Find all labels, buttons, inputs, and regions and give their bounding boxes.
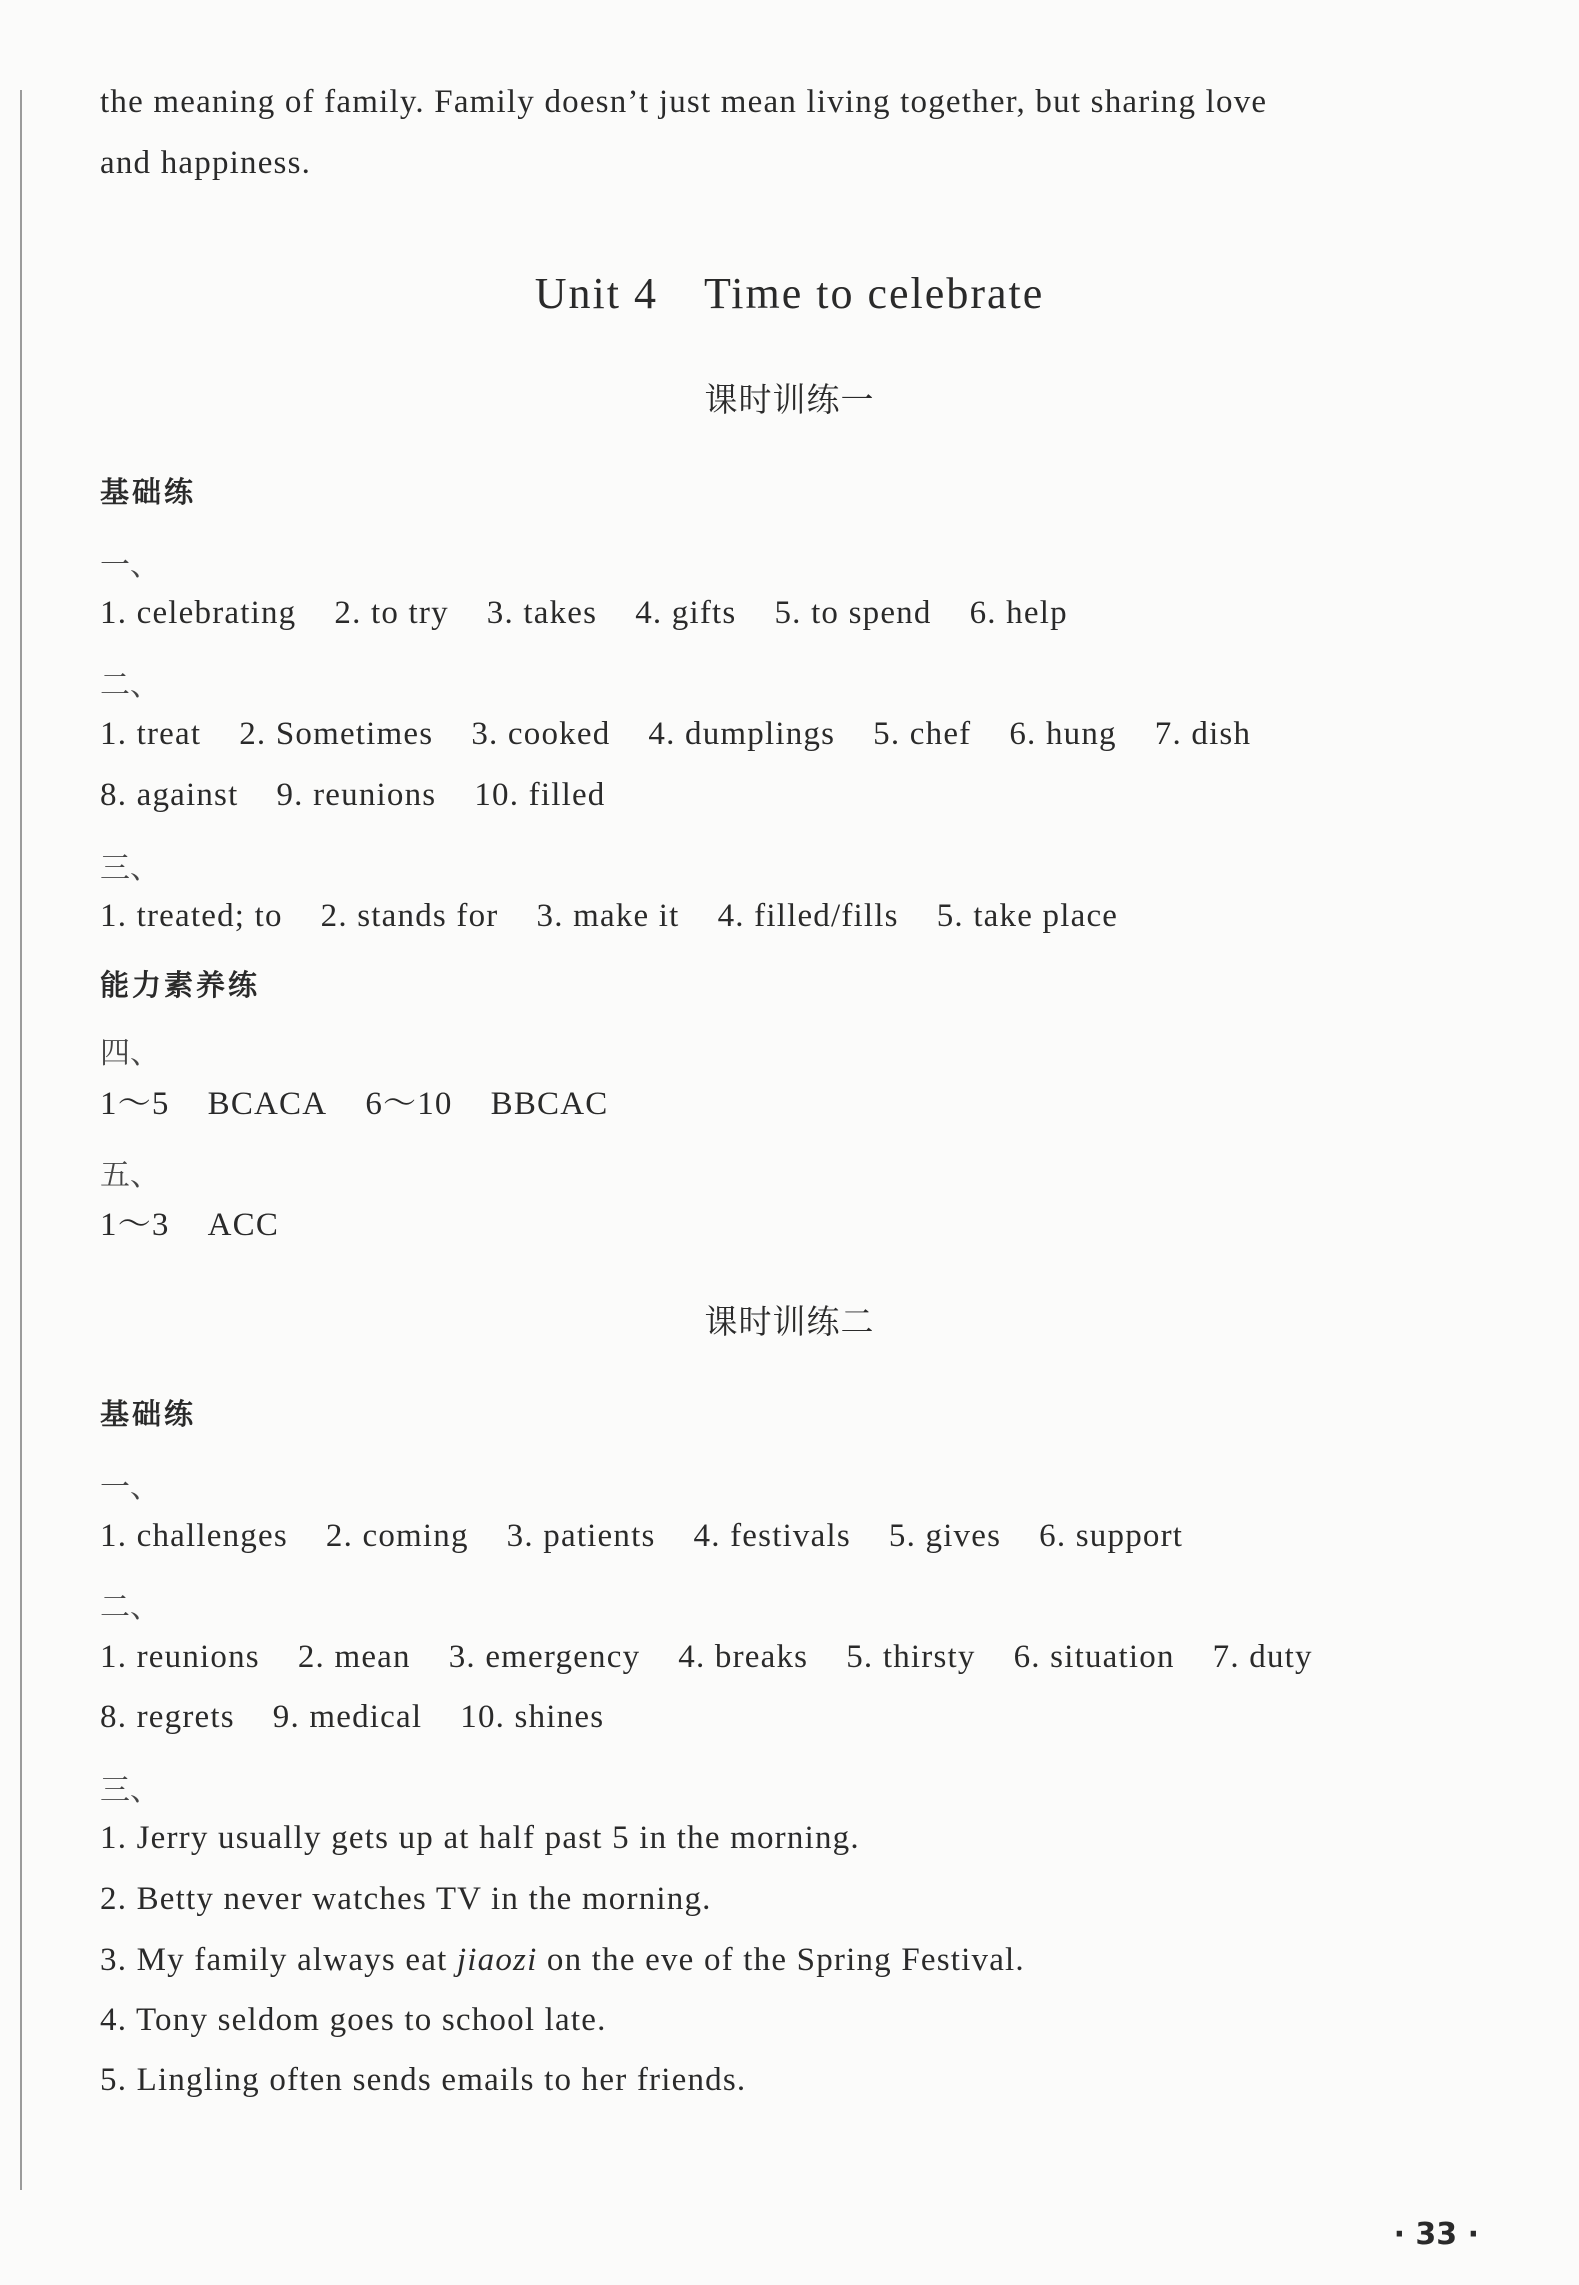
- page-number: · 33 ·: [1393, 2217, 1479, 2252]
- answer: 10. filled: [474, 777, 606, 813]
- answer: 3. patients: [506, 1518, 656, 1554]
- answer: ACC: [207, 1207, 280, 1243]
- answer: 1. celebrating: [100, 595, 297, 631]
- answer: 10. shines: [460, 1699, 605, 1735]
- answer: 4. dumplings: [648, 716, 836, 752]
- lesson1-ability-heading: 能力素养练: [100, 968, 261, 1002]
- lesson2-basic-heading: 基础练: [100, 1397, 197, 1431]
- lesson1-part2-row1: [100, 714, 1289, 754]
- answer: 4. filled/fills: [717, 898, 899, 934]
- sentence-4: 4. Tony seldom goes to school late.: [100, 2002, 607, 2038]
- answer-range: 1～5: [100, 1086, 170, 1122]
- answer: 4. festivals: [693, 1518, 851, 1554]
- lesson1-part3-answers: [100, 896, 1156, 936]
- answer: 4. breaks: [678, 1639, 809, 1675]
- lesson1-part5-label: 五、: [100, 1159, 160, 1192]
- lesson1-part3-label: 三、: [100, 852, 160, 885]
- answer: 5. gives: [888, 1518, 1002, 1554]
- answer: 2. mean: [297, 1639, 411, 1675]
- sentence-1: 1. Jerry usually gets up at half past 5 in the morning.: [100, 1820, 860, 1856]
- answer: 9. reunions: [276, 777, 437, 813]
- lesson1-part4-answers: [100, 1084, 647, 1124]
- answer: 7. dish: [1154, 716, 1252, 752]
- answer: 5. take place: [936, 898, 1119, 934]
- answer: 6. situation: [1013, 1639, 1175, 1675]
- answer: 3. make it: [536, 898, 680, 934]
- sentence-5: 5. Lingling often sends emails to her friends.: [100, 2062, 747, 2098]
- lesson1-part1-label: 一、: [100, 549, 160, 582]
- answer: BBCAC: [490, 1086, 609, 1122]
- answer: 2. coming: [325, 1518, 469, 1554]
- lesson2-part1-answers: [100, 1516, 1221, 1556]
- lesson1-part1-answers: [100, 593, 1106, 633]
- sentence-3: [100, 1940, 1025, 1980]
- answer: 3. emergency: [448, 1639, 641, 1675]
- answer: 6. hung: [1009, 716, 1117, 752]
- answer: 1. challenges: [100, 1518, 288, 1554]
- answer: 3. cooked: [471, 716, 611, 752]
- answer: 3. takes: [486, 595, 598, 631]
- lesson2-part1-label: 一、: [100, 1471, 160, 1504]
- answer: 8. regrets: [100, 1699, 235, 1735]
- sentence-3-italic: jiaozi: [456, 1942, 538, 1978]
- answer: BCACA: [207, 1086, 328, 1122]
- sentence-3-end: on the eve of the Spring Festival.: [537, 1942, 1025, 1978]
- lesson1-part5-answers: [100, 1205, 317, 1245]
- unit-name: Time to celebrate: [703, 269, 1045, 318]
- lesson1-part2-label: 二、: [100, 669, 160, 702]
- answer: 1. treated; to: [100, 898, 283, 934]
- lesson2-part3-label: 三、: [100, 1774, 160, 1807]
- answer: 6. help: [969, 595, 1068, 631]
- answer: 2. stands for: [320, 898, 499, 934]
- intro-line-2: and happiness.: [100, 145, 312, 181]
- answer: 2. to try: [334, 595, 449, 631]
- sentence-3-start: 3. My family always eat: [100, 1942, 457, 1978]
- lesson2-part2-label: 二、: [100, 1591, 160, 1624]
- answer: 9. medical: [272, 1699, 423, 1735]
- sentence-2: 2. Betty never watches TV in the morning.: [100, 1881, 712, 1917]
- answer: 5. to spend: [774, 595, 932, 631]
- answer: 5. thirsty: [846, 1639, 976, 1675]
- answer: 8. against: [100, 777, 239, 813]
- answer: 1. treat: [100, 716, 202, 752]
- answer: 4. gifts: [635, 595, 737, 631]
- lesson1-part4-label: 四、: [100, 1037, 160, 1070]
- answer: 6. support: [1039, 1518, 1184, 1554]
- answer-range: 6～10: [365, 1086, 453, 1122]
- answer: 5. chef: [873, 716, 972, 752]
- unit-title: [0, 268, 1579, 319]
- intro-line-1: the meaning of family. Family doesn’t just mean living together, but sharing love: [100, 84, 1268, 120]
- lesson2-part2-row2: [100, 1697, 642, 1737]
- lesson1-title: 课时训练一: [704, 380, 875, 419]
- lesson2-title: 课时训练二: [704, 1302, 875, 1341]
- answer: 7. duty: [1212, 1639, 1313, 1675]
- lesson1-part2-row2: [100, 775, 644, 815]
- answer: 2. Sometimes: [239, 716, 434, 752]
- unit-number: Unit 4: [534, 269, 658, 318]
- lesson2-part2-row1: [100, 1637, 1351, 1677]
- lesson1-basic-heading: 基础练: [100, 475, 197, 509]
- answer: 1. reunions: [100, 1639, 260, 1675]
- answer-range: 1～3: [100, 1207, 170, 1243]
